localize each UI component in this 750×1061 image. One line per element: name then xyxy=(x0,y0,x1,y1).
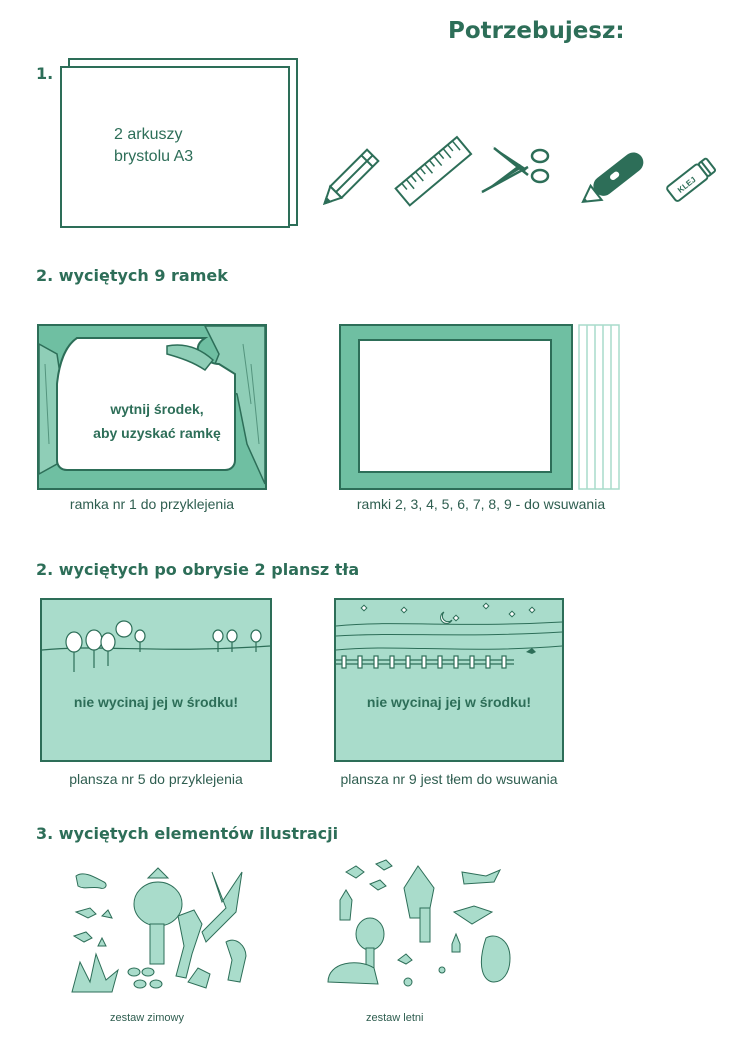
board-5-illustration xyxy=(40,598,272,762)
board-9-illustration xyxy=(334,598,564,762)
step-3-heading: 2. wyciętych po obrysie 2 plansz tła xyxy=(36,560,360,579)
ruler-icon xyxy=(392,130,477,215)
winter-set-caption: zestaw zimowy xyxy=(110,1012,184,1024)
utility-knife-icon xyxy=(576,140,656,212)
frame-1-text-line1: wytnij środek, xyxy=(110,401,204,417)
board-9-text: nie wycinaj jej w środku! xyxy=(366,694,532,710)
sheet-front xyxy=(60,66,290,228)
sheet-text-line1: 2 arkuszy xyxy=(114,126,183,143)
glue-stick-icon xyxy=(664,150,720,208)
winter-set-illustration xyxy=(62,862,262,994)
board-9-caption: plansza nr 9 jest tłem do wsuwania xyxy=(340,771,558,787)
frame-1-caption: ramka nr 1 do przyklejenia xyxy=(69,496,235,512)
scissors-icon xyxy=(476,142,554,212)
sheet-text-line2: brystolu A3 xyxy=(114,148,194,165)
board-5-caption: plansza nr 5 do przyklejenia xyxy=(69,771,243,787)
summer-set-illustration xyxy=(324,858,524,990)
page-title: Potrzebujesz: xyxy=(448,18,625,44)
step-2-heading: 2. wyciętych 9 ramek xyxy=(36,266,228,285)
glue-label: KLEJ xyxy=(675,175,698,195)
step-1-number: 1. xyxy=(36,64,54,83)
board-5-text: nie wycinaj jej w środku! xyxy=(73,694,239,710)
step-4-heading: 3. wyciętych elementów ilustracji xyxy=(36,824,339,843)
frame-1-text-line2: aby uzyskać ramkę xyxy=(93,425,221,441)
frames-2-9-caption: ramki 2, 3, 4, 5, 6, 7, 8, 9 - do wsuwania xyxy=(356,496,606,512)
pencil-icon xyxy=(318,136,393,211)
summer-set-caption: zestaw letni xyxy=(366,1012,424,1024)
frames-2-9-illustration xyxy=(339,324,621,490)
